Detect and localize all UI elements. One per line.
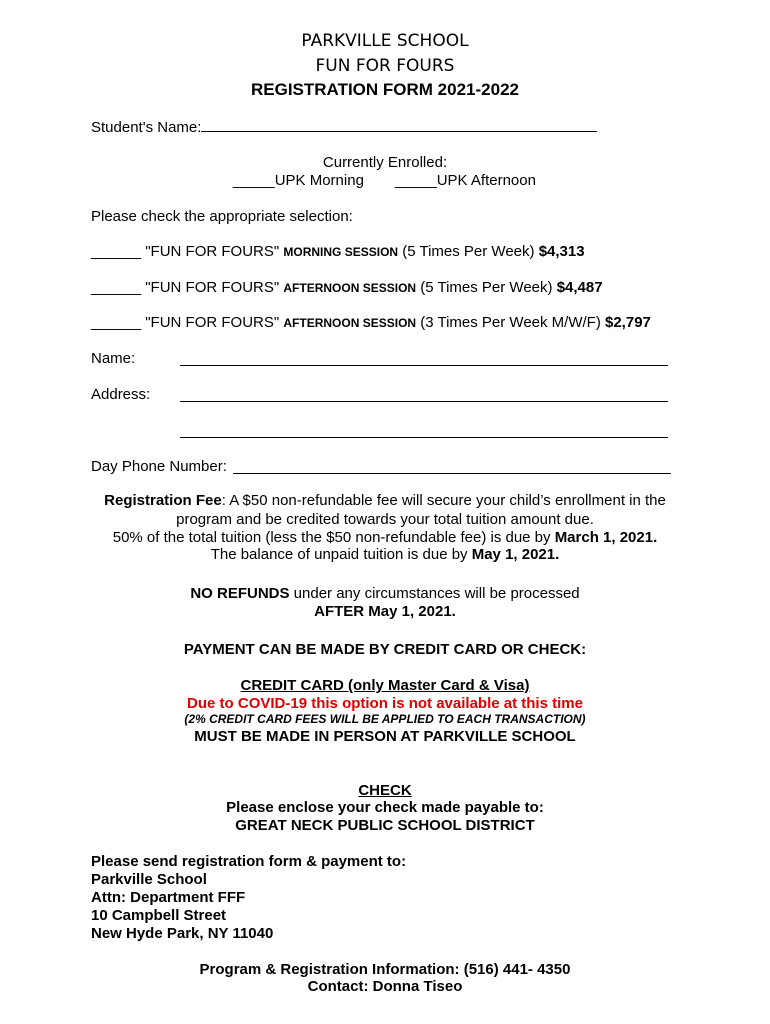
- registration-fee-line1: [0, 492, 770, 509]
- registration-fee-text: : A $50 non-refundable fee will secure your child’s enrollment in the: [221, 492, 666, 509]
- option-session: MORNING SESSION: [283, 245, 399, 259]
- credit-card-in-person: MUST BE MADE IN PERSON AT PARKVILLE SCHOOL: [194, 728, 576, 745]
- option-session: AFTERNOON SESSION: [283, 281, 417, 295]
- program-info-phone: Program & Registration Information: (516) 441- 4350: [199, 961, 571, 978]
- enrolled-heading: Currently Enrolled:: [322, 154, 448, 171]
- day-phone-label: Day Phone Number:: [91, 458, 227, 475]
- student-name-row: [91, 119, 597, 136]
- mailing-line: 10 Campbell Street: [91, 907, 227, 924]
- option-name: "FUN FOR FOURS": [145, 314, 280, 331]
- registration-fee-label: Registration Fee: [104, 492, 222, 509]
- balance-due-date: May 1, 2021.: [471, 546, 560, 563]
- check-payee: GREAT NECK PUBLIC SCHOOL DISTRICT: [235, 817, 535, 834]
- program-title: FUN FOR FOURS: [315, 56, 455, 76]
- tuition-due-date: March 1, 2021.: [554, 529, 658, 546]
- mailing-line: Parkville School: [91, 871, 207, 888]
- check-heading: CHECK: [358, 782, 412, 799]
- registration-fee-line4: [0, 546, 770, 563]
- upk-afternoon-option[interactable]: _____UPK Afternoon: [395, 172, 536, 189]
- refund-policy: [0, 585, 770, 602]
- option-schedule: (5 Times Per Week): [402, 243, 535, 260]
- option-price: $4,313: [538, 243, 585, 260]
- mailing-intro: Please send registration form & payment to:: [91, 853, 407, 870]
- refund-after-date: AFTER May 1, 2021.: [314, 603, 456, 620]
- student-name-label: Student's Name:: [91, 119, 202, 136]
- registration-fee-line3: [0, 529, 770, 546]
- option-name: "FUN FOR FOURS": [145, 243, 280, 260]
- selection-prompt: Please check the appropriate selection:: [91, 208, 353, 225]
- address-field-line1[interactable]: [180, 389, 668, 402]
- address-field-line2[interactable]: [180, 425, 668, 438]
- option-blank[interactable]: ______: [91, 314, 142, 331]
- option-morning-5x[interactable]: [91, 243, 585, 260]
- balance-due-text: The balance of unpaid tuition is due by: [210, 546, 472, 563]
- contact-name: Contact: Donna Tiseo: [307, 978, 463, 995]
- school-title: PARKVILLE SCHOOL: [301, 31, 469, 51]
- option-blank[interactable]: ______: [91, 243, 142, 260]
- option-afternoon-5x[interactable]: [91, 279, 603, 296]
- mailing-line: Attn: Department FFF: [91, 889, 246, 906]
- covid-notice: Due to COVID-19 this option is not available at this time: [187, 695, 583, 712]
- payment-heading: PAYMENT CAN BE MADE BY CREDIT CARD OR CHECK:: [183, 641, 587, 658]
- no-refunds-label: NO REFUNDS: [190, 585, 290, 602]
- student-name-field[interactable]: [201, 119, 597, 132]
- option-price: $2,797: [605, 314, 651, 331]
- tuition-due-text: 50% of the total tuition (less the $50 non-refundable fee) is due by: [112, 529, 555, 546]
- name-field[interactable]: [180, 353, 668, 366]
- option-afternoon-3x[interactable]: [91, 314, 651, 331]
- refund-text: under any circumstances will be processed: [289, 585, 580, 602]
- upk-morning-option[interactable]: _____UPK Morning: [233, 172, 364, 189]
- form-title: REGISTRATION FORM 2021-2022: [251, 80, 519, 99]
- check-line1: Please enclose your check made payable to:: [226, 799, 544, 816]
- option-schedule: (3 Times Per Week M/W/F): [420, 314, 601, 331]
- option-price: $4,487: [556, 279, 603, 296]
- option-session: AFTERNOON SESSION: [283, 316, 417, 330]
- mailing-line: New Hyde Park, NY 11040: [91, 925, 274, 942]
- day-phone-field[interactable]: [233, 461, 671, 474]
- name-label: Name:: [91, 350, 136, 367]
- credit-card-fees: (2% CREDIT CARD FEES WILL BE APPLIED TO EACH TRANSACTION): [184, 712, 586, 726]
- address-label: Address:: [91, 386, 151, 403]
- registration-fee-line2: program and be credited towards your total tuition amount due.: [176, 511, 594, 528]
- option-name: "FUN FOR FOURS": [145, 279, 280, 296]
- option-schedule: (5 Times Per Week): [420, 279, 553, 296]
- option-blank[interactable]: ______: [91, 279, 142, 296]
- credit-card-heading: CREDIT CARD (only Master Card & Visa): [240, 677, 530, 694]
